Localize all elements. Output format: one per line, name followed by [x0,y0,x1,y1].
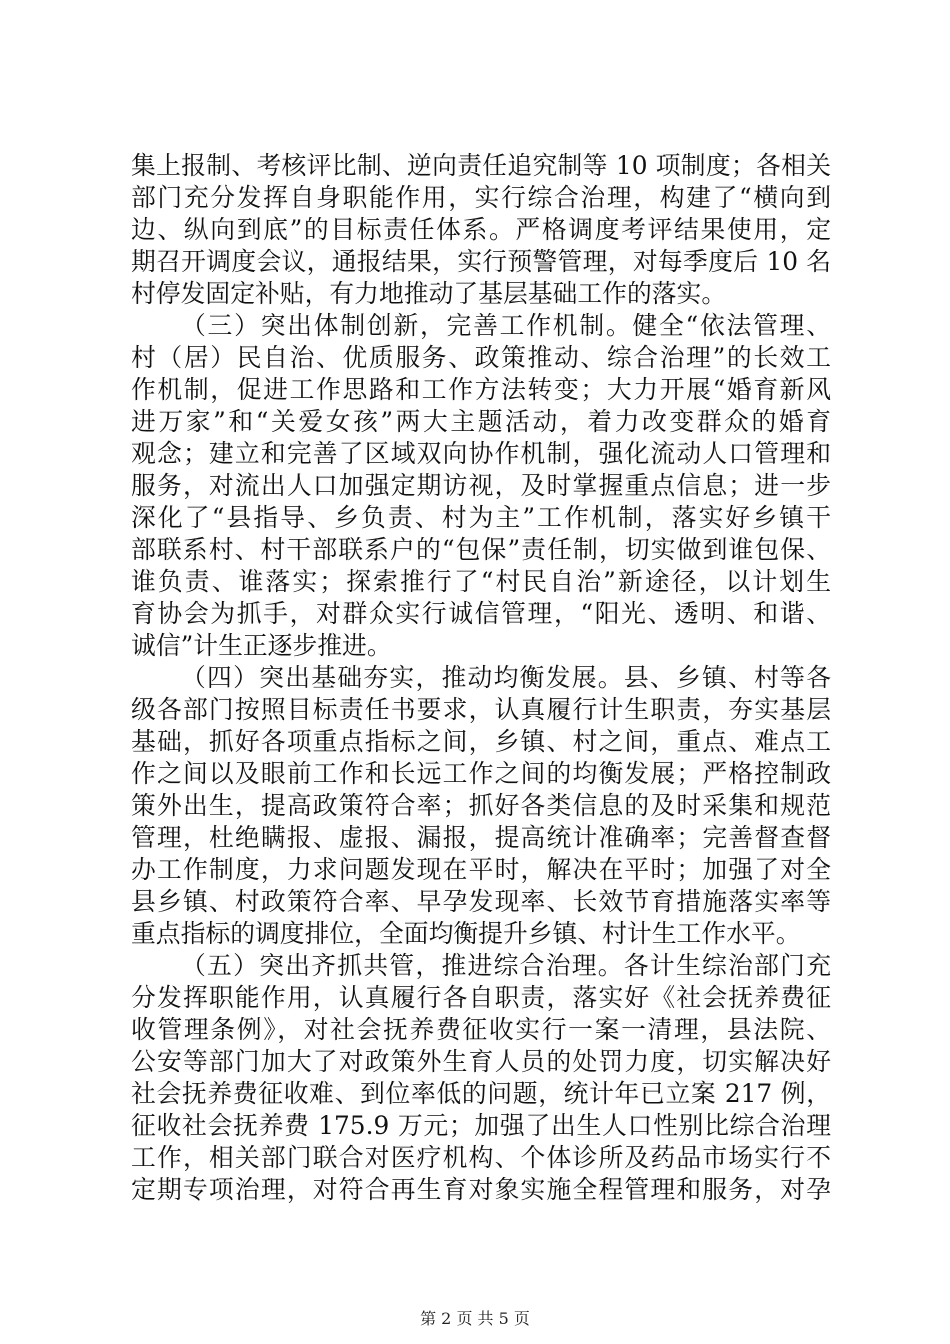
text-line: 重点指标的调度排位，全面均衡提升乡镇、村计生工作水平。 [131,919,801,948]
text-line: 谁负责、谁落实；探索推行了“村民自治”新途径，以计划生 [131,567,831,596]
text-line: 定期专项治理，对符合再生育对象实施全程管理和服务，对孕 [131,1175,831,1204]
text-line: 村（居）民自治、优质服务、政策推动、综合治理”的长效工 [131,343,831,372]
text-line: （三）突出体制创新，完善工作机制。健全“依法管理、 [181,311,831,340]
text-line: 部门充分发挥自身职能作用，实行综合治理，构建了“横向到 [131,183,831,212]
text-line: （五）突出齐抓共管，推进综合治理。各计生综治部门充 [181,951,831,980]
paragraph [131,950,831,1206]
text-line: 办工作制度，力求问题发现在平时，解决在平时；加强了对全 [131,855,831,884]
text-line: 管理，杜绝瞒报、虚报、漏报，提高统计准确率；完善督查督 [131,823,831,852]
text-line: 收管理条例》，对社会抚养费征收实行一案一清理，县法院、 [131,1015,831,1044]
text-line: 边、纵向到底”的目标责任体系。严格调度考评结果使用，定 [131,215,831,244]
text-line: 期召开调度会议，通报结果，实行预警管理，对每季度后 10 名 [131,247,831,276]
text-line: 级各部门按照目标责任书要求，认真履行计生职责，夯实基层 [131,695,831,724]
text-line: 县乡镇、村政策符合率、早孕发现率、长效节育措施落实率等 [131,887,831,916]
text-line: 策外出生，提高政策符合率；抓好各类信息的及时采集和规范 [131,791,831,820]
text-line: 诚信”计生正逐步推进。 [131,631,392,660]
text-line: 观念；建立和完善了区域双向协作机制，强化流动人口管理和 [131,439,831,468]
text-line: 深化了“县指导、乡负责、村为主”工作机制，落实好乡镇干 [131,503,831,532]
text-line: 村停发固定补贴，有力地推动了基层基础工作的落实。 [131,279,727,308]
text-line: 分发挥职能作用，认真履行各自职责，落实好《社会抚养费征 [131,983,831,1012]
text-line: 作机制，促进工作思路和工作方法转变；大力开展“婚育新风 [131,375,831,404]
text-line: 公安等部门加大了对政策外生育人员的处罚力度，切实解决好 [131,1047,831,1076]
text-line: 部联系村、村干部联系户的“包保”责任制，切实做到谁包保、 [131,535,831,564]
paragraph [131,662,831,950]
text-line: 进万家”和“关爱女孩”两大主题活动，着力改变群众的婚育 [131,407,831,436]
paragraph [131,150,831,310]
text-line: （四）突出基础夯实，推动均衡发展。县、乡镇、村等各 [181,663,831,692]
text-line: 集上报制、考核评比制、逆向责任追究制等 10 项制度；各相关 [131,151,831,180]
text-line: 工作，相关部门联合对医疗机构、个体诊所及药品市场实行不 [131,1143,831,1172]
text-line: 育协会为抓手，对群众实行诚信管理，“阳光、透明、和谐、 [131,599,831,628]
text-line: 社会抚养费征收难、到位率低的问题，统计年已立案 217 例， [131,1079,831,1108]
paragraph [131,310,831,662]
text-line: 作之间以及眼前工作和长远工作之间的均衡发展；严格控制政 [131,759,831,788]
text-line: 基础，抓好各项重点指标之间，乡镇、村之间，重点、难点工 [131,727,831,756]
document-body [131,150,831,1206]
page-footer: 第 2 页 共 5 页 [420,1309,530,1328]
text-line: 服务，对流出人口加强定期访视，及时掌握重点信息；进一步 [131,471,831,500]
text-line: 征收社会抚养费 175.9 万元；加强了出生人口性别比综合治理 [131,1111,831,1140]
